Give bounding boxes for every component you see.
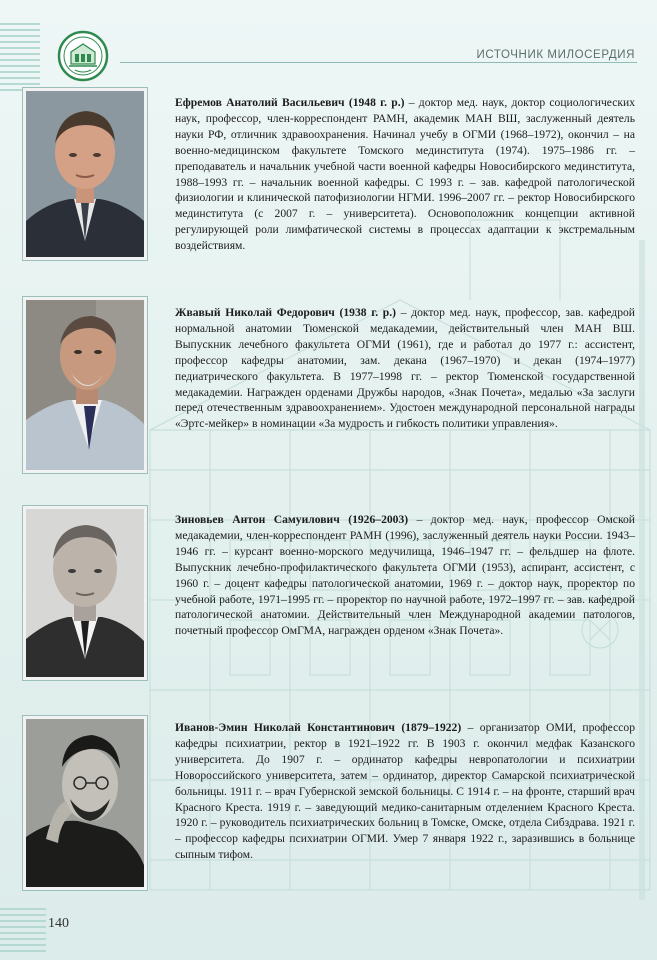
portrait-photo: [23, 88, 147, 260]
corner-stripes-decoration: [0, 905, 46, 955]
portrait-zinoviev: [26, 509, 144, 677]
university-emblem-icon: [57, 30, 109, 82]
biography-text: – организатор ОМИ, профессор кафедры психиатрии, ректор в 1921–1922 гг. В 1903 г. окончил медфак Казанского университета. До 1907 г. – ординатор кафедры невропатологии и психиатрии Новороссийского университета, затем – ординатор, директор Самарской психиатрической больницы. 1911 г. – врач Губернской земской больницы. С 1914 г. – на фронте, старший врач Красного Креста. 1919 г. – заведующий медико-санитарным отделением Красного Креста. 1920 г. – руководитель психиатрических больниц в Томске, Омске, отдела Сибздрава. 1921 г. – профессор кафедры психиатрии ОГМИ. Умер 7 января 1922 г., заразившись в больнице сыпным тифом.: [175, 721, 635, 862]
biography-entry: [175, 720, 635, 863]
portrait-photo: [23, 297, 147, 473]
portrait-photo: [23, 506, 147, 680]
portrait-efremov: [26, 91, 144, 257]
portrait-ivanov-emin: [26, 719, 144, 887]
portrait-photo: [23, 716, 147, 890]
page-number: 140: [48, 916, 69, 931]
biography-name: Жвавый Николай Федорович (1938 г. р.): [175, 306, 396, 319]
biography-text: – доктор мед. наук, профессор, зав. кафедрой нормальной анатомии Тюменской медакадемии, действительный член МАН ВШ. Выпускник лечебного факультета ОГМИ (1961), где и работал до 1977 г.: ассистент, профессор кафедры анатомии, зам. декана (1967–1970) и декан (1974–1977) педиатрического факультета. В 1977–1998 гг. – ректор Тюменской государственной медакадемии. Награжден орденами Дружбы народов, «Знак Почета», медалью «За заслуги перед отечественным здравоохранением». Удостоен международной персональной награды «Эртс-мейкер» в номинации «За мудрость и гибкость политики управления».: [175, 306, 635, 431]
biography-entry: [175, 305, 635, 432]
biography-entry: [175, 512, 635, 639]
header-rule: [120, 62, 637, 63]
biography-name: Ефремов Анатолий Васильевич (1948 г. р.): [175, 96, 405, 109]
biography-text: – доктор мед. наук, профессор Омской медакадемии, член-корреспондент РАМН (1996), заслуженный деятель науки России. 1943–1946 гг. – курсант военно-морского медучилища, 1946–1947 гг. – фельдшер на флоте. Выпускник лечебно-профилактического факультета ОГМИ (1953), аспирант, ассистент, с 1960 г. – доцент кафедры патологической анатомии, 1969 г. – доктор наук, проректор по учебной работе, 1971–1995 гг. – проректор по научной работе, 1972–1997 гг. – зав. кафедрой патологической анатомии. Действительный член Международной академии патологов, почетный профессор ОмГМА, награжден орденом «Знак Почета».: [175, 513, 636, 638]
biography-name: Зиновьев Антон Самуилович (1926–2003): [175, 513, 409, 526]
biography-entry: [175, 95, 635, 254]
portrait-zhvavy: [26, 300, 144, 470]
biography-text: – доктор мед. наук, доктор социологических наук, профессор, член-корреспондент РАМН, академик МАН ВШ, заслуженный деятель науки РФ, отличник здравоохранения. Начинал учебу в ОГМИ (1968–1972), окончил – на военно-медицинском факультете Томского мединститута (1974). 1975–1986 гг. – преподаватель и начальник учебной части военной кафедры Новосибирского мединститута, 1988–1993 гг. – начальник военной кафедры. С 1993 г. – зав. кафедрой патологической физиологии и клинической патофизиологии НГМИ. 1996–2007 гг. – ректор Новосибирского мединститута (с 2007 г. – университета). Основоположник концепции активной регулирующей роли лимфатической системы в процессах адаптации к экстремальным воздействиям.: [175, 96, 635, 253]
biography-name: Иванов-Эмин Николай Константинович (1879–1922): [175, 721, 462, 734]
running-header-title: ИСТОЧНИК МИЛОСЕРДИЯ: [476, 49, 635, 61]
